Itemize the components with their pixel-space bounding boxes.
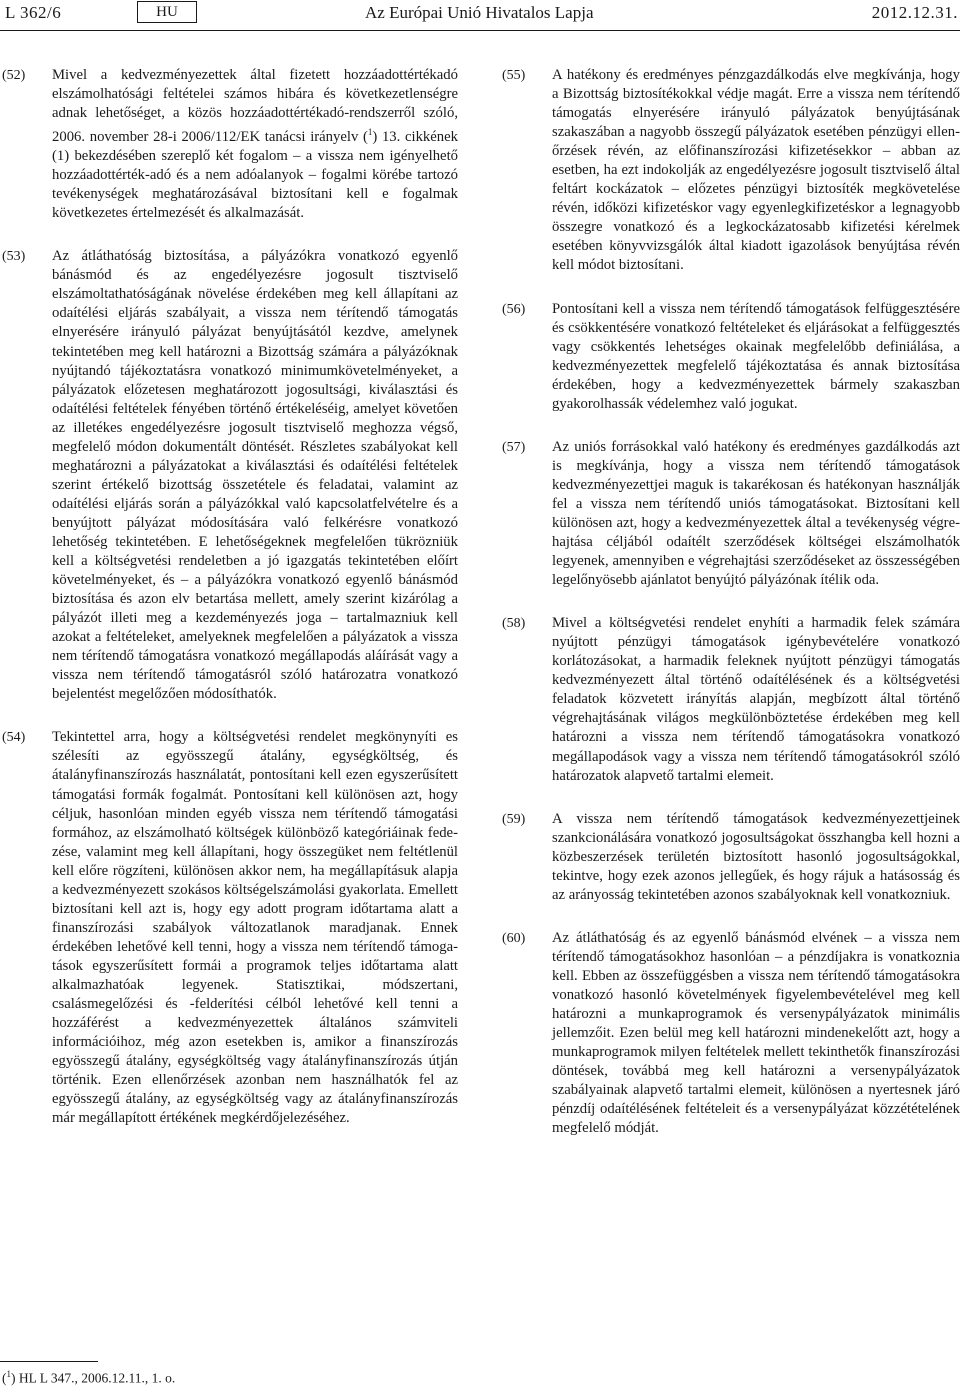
- language-code-box: HU: [137, 1, 197, 23]
- recital-text: Mivel a kedvezményezettek által fizetett hozzáadottértékadó elszámolhatósági feltételei számos hibára és következetlenségre adnak lehetőséget, a közös hozzáadottértékadó-rendszerről szóló, 2006. november 28-i 2006/112/EK tanácsi irányelv ($^1$) 13. cikkének (1) bekezdésében szereplő két fogalom – a vissza nem igényelhető hozzáadottérték-adó és a nem adóalanyok – fogalmi körébe tartozó tevékenységek meghatározásával biztosítani kell e fogalmak következetes értelmezését és alkalmazását.: [52, 67, 459, 222]
- footnote-rule: [0, 1361, 98, 1362]
- page-header: [0, 0, 960, 34]
- recital: [500, 929, 960, 1139]
- recital-number: (54): [2, 730, 26, 746]
- recital-text: Tekintettel arra, hogy a költségvetési rendelet megkönynyíti es szélesíti az egyösszegű átalány, egységköltség, és átalányfinanszírozás használatát, pontosítani kell ezen egyszerűsített támogatási formák fogalmát. Pontosítani kell különösen azt, hogy céljuk, hasonlóan minden egyéb vissza nem térítendő támogatási formához, az elszámolható költségek különböző kategóriáinak fedezése, valamint meg kell állapítani, hogy összegüket nem feltétlenül kell előre rögzíteni, különösen akkor nem, ha megállapításuk alapja a kedvezményezett szokásos költségelszámolási gyakorlata. Emellett biztosítani kell azt is, hogy egy adott program időtartama alatt a finanszírozási szabályok változatlanok maradjanak. Ennek érdekében lehetővé kell tenni, hogy a vissza nem térítendő támogatások egyszerűsített formái a programok teljes időtartama alatt alkalmazhatóak legyenek. Statisztikai, módszertani, csalásmegelőzési és -felderítési célból lehetővé kell tenni a hozzáférést a kedvezményezettek általános számviteli információihoz, még azon esetekben is, amikor a finanszírozás egyösszegű átalány, egységköltség vagy átalányfinanszírozás útján történik. Ezen ellenőrzések azonban nem használhatók fel az egyösszegű átalány, az egységköltség vagy az átalányfinanszírozás már megállapított értékének megkérdőjelezéséhez.: [52, 729, 458, 1127]
- recital-number: (59): [502, 811, 526, 827]
- recital-number: (52): [2, 68, 26, 83]
- recital-number: (60): [502, 930, 526, 946]
- footnote-marker: 1: [6, 1369, 11, 1379]
- page-reference: L 362/6: [5, 3, 62, 22]
- recital-number: (55): [502, 68, 526, 83]
- recital: [0, 728, 458, 1128]
- right-column: [500, 66, 960, 1138]
- recital: [500, 614, 960, 785]
- recital: [0, 66, 458, 223]
- recital-text: Az átláthatóság biztosítása, a pályázókra vonatkozó egyenlő bánásmód és az engedélyezésre jogosult tisztviselő elszámoltathatóságának növelése érdekében meg kell állapítani az odaítélési eljárás szabályait, a vissza nem térítendő támogatás elnyerésére irányuló pályázat benyújtásától kezdve, amelynek tekintetében meg kell határozni a Bizottság számára a pályázóknak nyújtandó tájékoztatásra vonatkozó minimumkövetelményeket, a pályázatok előzetesen meghatározott jogosultsági, kiválasztási és odaítélési feltételek fényében történő értékeléséig, amelyet követően az illetékes engedélyezésre jogosult tisztviselő meghozza végső, megfelelő módon dokumentált döntését. Részletes szabályokat kell meghatározni a pályázatokat a kiválasztási és odaítélési feltételek szerint értékelő bizottság összetétele és feladatai, valamint az odaítélési eljárás során a pályázókkal való kapcsolatfelvételre és a benyújtott pályázat módosítására való felkérésre vonatkozó lehetőség tekintetében. E lehetőségeknek megfelelően tükrözniük kell a költségvetési rendeletben a jó igazgatás tekintetében előírt követelményeket, és – a pályázókra vonatkozó egyenlő bánásmód biztosítása és azon elv betartása mellett, amely szerint kizárólag a pályázót illeti meg a kezdeményezés joga – tartalmazniuk kell azokat a feltételeket, amelyeknek megfelelően a pályázatok a vissza nem térítendő támogatásra vonatkozó megállapodás aláírását vagy a vissza nem térítendő támogatásról szóló határozatra vonatkozó bejelentést megelőzően módosíthatók.: [52, 248, 458, 703]
- journal-title: Az Európai Unió Hivatalos Lapja: [365, 3, 594, 22]
- recital: [500, 810, 960, 905]
- footnote: ($^1$) HL L 347., 2006.12.11., 1. o.: [2, 1369, 176, 1386]
- recital-text: Az uniós forrásokkal való hatékony és eredményes gazdálkodás azt is megkívánja, hogy a vissza nem térítendő támogatások kedvezményezettjei maguk is takarékosan és hatékonyan használják fel a vissza nem térítendő uniós támogatásokat. Biztosítani kell különösen azt, hogy a kedvezményezettek által a tevékenység végrehajtása céljából odaítélt szerződések költségei elszámolhatók legyenek, amennyiben e végrehajtási szerződéseket az összességében legelőnyösebb ajánlatot benyújtó pályázónak ítélik oda.: [552, 438, 960, 589]
- footnote-text: HL L 347., 2006.12.11., 1. o.: [18, 1370, 176, 1386]
- recital-text: Pontosítani kell a vissza nem térítendő támogatások felfüggesztésére és csökkentésére vonatkozó feltételeket és eljárásokat a felfüggesztés vagy csökkentés lehetséges okainak megfelelőbb definiálása, a kedvezményezettek megfelelő tájékoztatása és annak biztosítása érdekében, hogy a kedvezményezettek bármely szakaszban gyakorolhassák védelemhez való jogukat.: [552, 300, 960, 412]
- left-column: [0, 66, 458, 1128]
- header-rule: [0, 30, 960, 31]
- recital: [500, 438, 960, 590]
- recital-number: (57): [502, 439, 526, 455]
- recital-number: (56): [502, 301, 526, 317]
- publication-date: 2012.12.31.: [871, 3, 958, 22]
- recital-text: A hatékony és eredményes pénzgazdálkodás elve megkívánja, hogy a Bizottság biztosítékokkal védje magát. Erre a vissza nem térítendő támogatás elnyerésére irányuló pályázatok benyújtásának szakaszában a nagyobb összegű pályázatok esetében pénzügyi ellenőrzések révén, az előfinanszírozási kifizetésekkor – abban az esetben, ha ezt indokolják az engedélyezésre jogosult tisztviselő által feltárt kockázatok – előzetes pénzügyi biztosíték megkövetelése révén, időközi kifizetéskor vagy egyenlegkifizetéskor a legnagyobb összegre vonatkozó és a legkockázatosabb kifizetési kérelmek esetében könyvvizsgálók által kiadott igazolások benyújtása révén kell módot biztosítani.: [552, 67, 960, 274]
- recital: [0, 247, 458, 704]
- recital-number: (58): [502, 616, 526, 632]
- recital: [500, 66, 960, 276]
- recital-text: Az átláthatóság és az egyenlő bánásmód elvének – a vissza nem térítendő támogatásokhoz hasonlóan – a pénzdíjakra is vonatkoznia kell. Ebben az összefüggésben a vissza nem térítendő támogatásokra vonatkozó hasonló követelmények figyelembevételével meg kell határozni a munkaprogramok és versenypályázatok minimális jellemzőit. Ezen belül meg kell határozni mindenekelőtt azt, hogy a munkaprogramok milyen feltételek mellett tekinthetők finanszírozási döntések, továbbá meg kell határozni a versenypályázatok szabályainak alapvető tartalmi elemeit, különösen a nyertesnek járó pénzdíj odaítélésének feltételeit és a versenypályázat közzétételének megfelelő módját.: [552, 929, 960, 1137]
- recital-number: (53): [2, 249, 26, 265]
- recital-text: Mivel a költségvetési rendelet enyhíti a harmadik felek számára nyújtott pénzügyi támogatások igénybevételére vonatkozó korlátozásokat, a harmadik feleknek nyújtott pénzügyi támogatás kedvezményezett által történő odaítélésének és a költségvetési feladatok közvetett irányítás alapján, megbízott által történő végrehajtásának világos megkülönböztetése érdekében meg kell határozni a vissza nem térítendő támogatásokra vonatkozó megállapodások vagy a vissza nem térítendő támogatásokról szóló határozatok alapvető tartalmi elemeit.: [552, 615, 960, 784]
- recital-text: A vissza nem térítendő támogatások kedvezményezettjeinek szankcionálására vonatkozó jogosultságokat összhangba kell hozni a közbeszerzések területén biztosított hasonló jogosultságokkal, tekintve, hogy ezek azonos jellegűek, és hogy rájuk a hatásosság és az arányosság tekintetében azonos szabályoknak kell vonatkozniuk.: [552, 810, 960, 903]
- recital: [500, 300, 960, 414]
